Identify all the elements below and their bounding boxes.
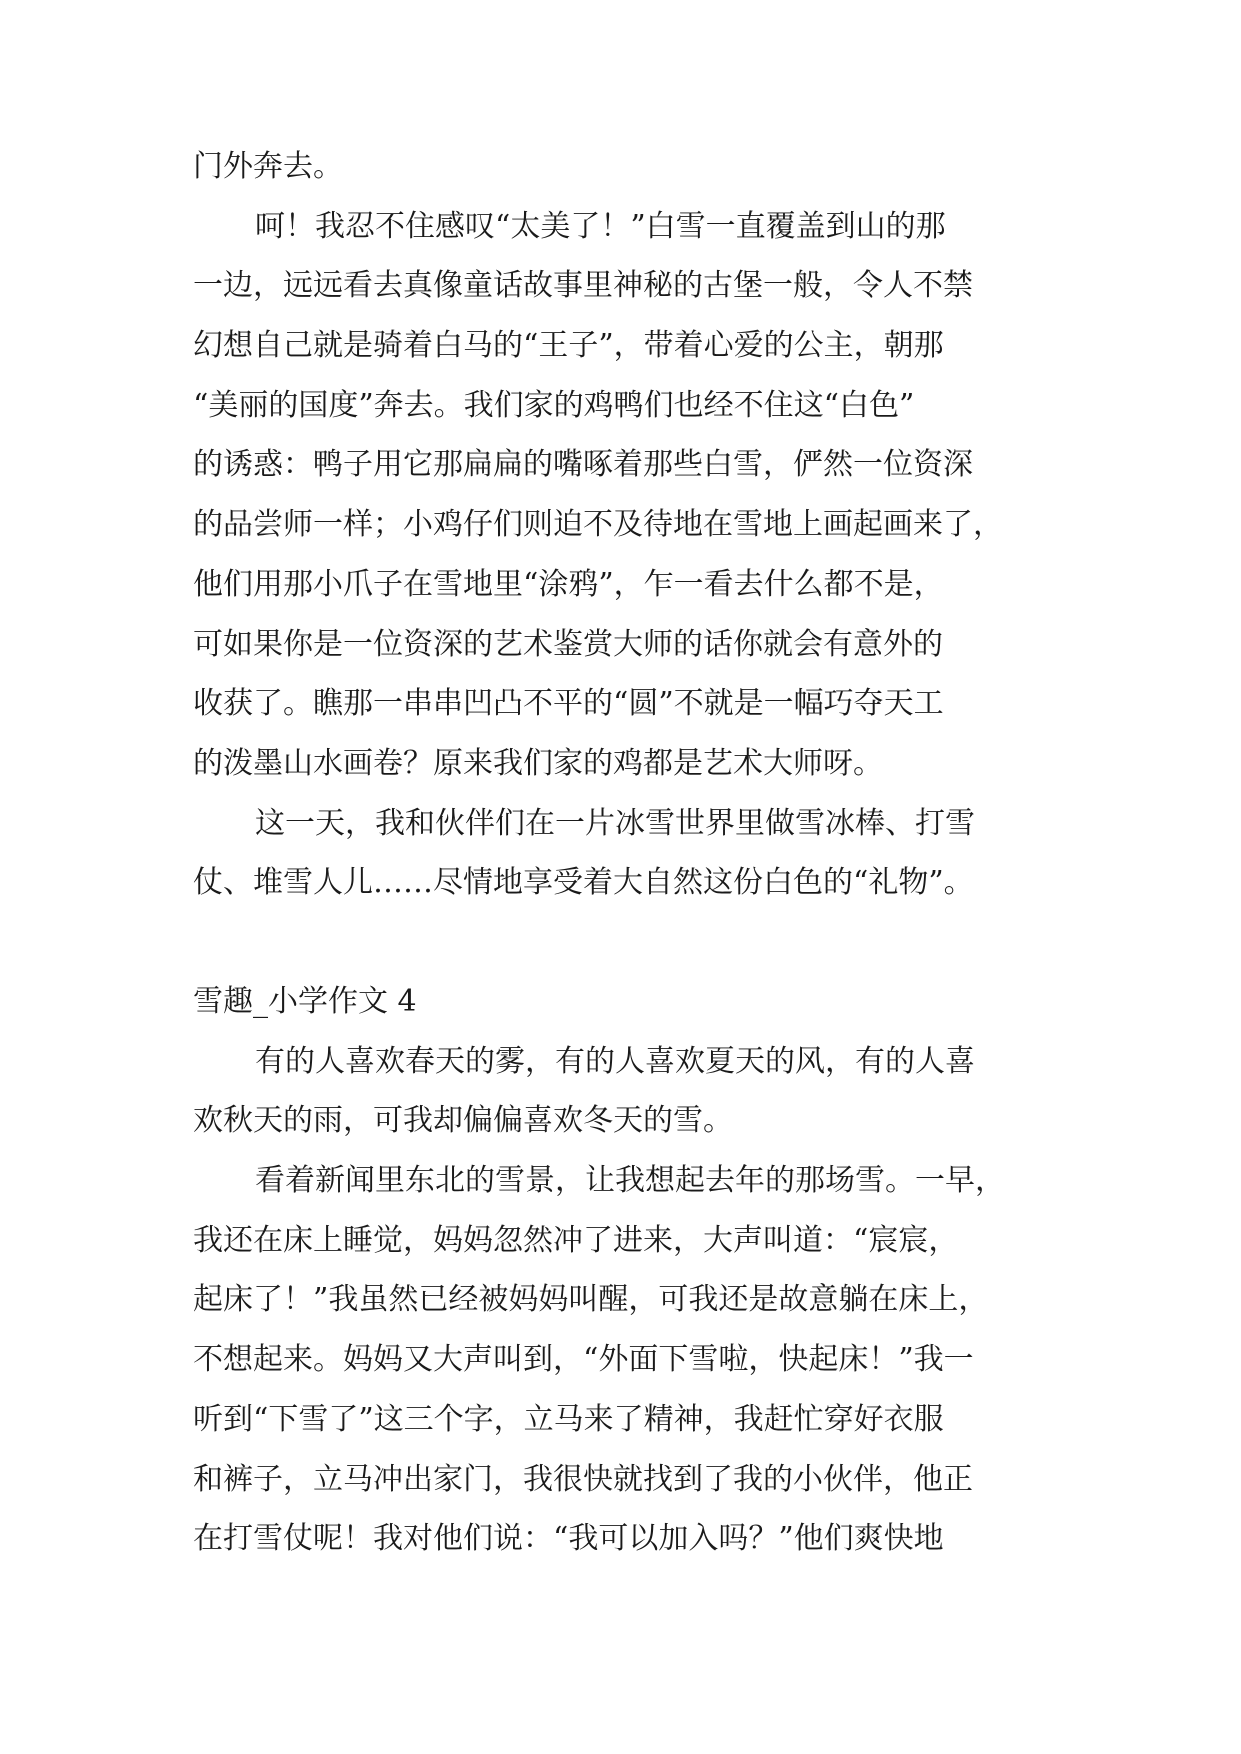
text-line: 在打雪仗呢！我对他们说：“我可以加入吗？”他们爽快地 (193, 1521, 944, 1557)
text-line: 看着新闻里东北的雪景，让我想起去年的那场雪。一早， (255, 1163, 1005, 1199)
text-line: 可如果你是一位资深的艺术鉴赏大师的话你就会有意外的 (193, 626, 943, 662)
section-title (193, 972, 1053, 1032)
text-line: 的诱惑：鸭子用它那扁扁的嘴啄着那些白雪，俨然一位资深 (193, 447, 973, 483)
text-line: 门外奔去。 (193, 149, 343, 184)
text-line: 呵！我忍不住感叹“太美了！”白雪一直覆盖到山的那 (255, 208, 946, 244)
text-line: 收获了。瞧那一串串凹凸不平的“圆”不就是一幅巧夺天工 (193, 686, 944, 722)
text-line: 和裤子，立马冲出家门，我很快就找到了我的小伙伴，他正 (193, 1461, 973, 1497)
paragraph (193, 1151, 1053, 1569)
text-line: 这一天，我和伙伴们在一片冰雪世界里做雪冰棒、打雪 (255, 805, 975, 841)
text-line: 的泼墨山水画卷？原来我们家的鸡都是艺术大师呀。 (193, 745, 883, 781)
continuation-text (193, 137, 1053, 197)
text-line: 我还在床上睡觉，妈妈忽然冲了进来，大声叫道：“宸宸， (193, 1222, 959, 1258)
text-line: 听到“下雪了”这三个字，立马来了精神，我赶忙穿好衣服 (193, 1401, 944, 1437)
text-line: 的品尝师一样；小鸡仔们则迫不及待地在雪地上画起画来了， (193, 507, 1003, 543)
text-line: 仗、堆雪人儿……尽情地享受着大自然这份白色的“礼物”。 (193, 865, 974, 901)
text-line: 一边，远远看去真像童话故事里神秘的古堡一般，令人不禁 (193, 268, 973, 304)
paragraph (193, 794, 1053, 913)
text-line: 有的人喜欢春天的雾，有的人喜欢夏天的风，有的人喜 (255, 1043, 975, 1079)
paragraph (193, 197, 1053, 794)
text-line: 起床了！”我虽然已经被妈妈叫醒，可我还是故意躺在床上， (193, 1282, 989, 1318)
text-line: 欢秋天的雨，可我却偏偏喜欢冬天的雪。 (193, 1103, 733, 1139)
text-line: 不想起来。妈妈又大声叫到，“外面下雪啦，快起床！”我一 (193, 1342, 974, 1378)
text-line: 他们用那小爪子在雪地里“涂鸦”，乍一看去什么都不是， (193, 566, 944, 602)
text-line: 幻想自己就是骑着白马的“王子”，带着心爱的公主，朝那 (193, 328, 944, 364)
text-line: “美丽的国度”奔去。我们家的鸡鸭们也经不住这“白色” (193, 387, 915, 423)
section-heading: 雪趣_小学作文 4 (193, 984, 417, 1019)
paragraph (193, 1032, 1053, 1151)
